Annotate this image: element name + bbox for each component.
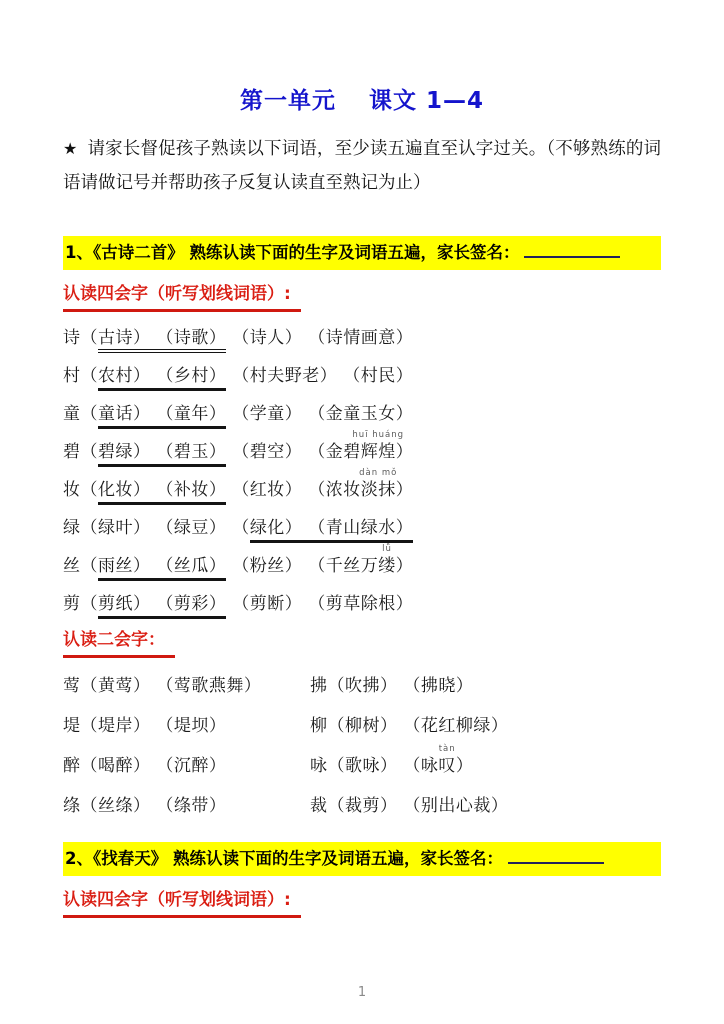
word-row: 村（农村） （乡村） （村夫野老） （村民）: [63, 364, 661, 388]
section-1-header-text: 1、《古诗二首》 熟练认读下面的生字及词语五遍，家长签名：: [65, 243, 520, 262]
word-row: [63, 744, 661, 778]
word-row: [63, 714, 661, 738]
pinyin-annotated-word: 叹 tàn: [438, 744, 456, 776]
word-row: [63, 674, 661, 698]
two-way-word-rows: [63, 674, 661, 818]
subheading-four-way-words-2: 认读四会字（听写划线词语）:: [63, 889, 661, 918]
word-row: 碧（碧绿） （碧玉） （碧空） （金碧辉煌 huī huáng ）: [63, 440, 661, 464]
word-row: 丝（雨丝） （丝瓜） （粉丝） （千丝万缕 lǚ ）: [63, 554, 661, 578]
word-row-left: 堤（堤岸） （堤坝）: [63, 716, 227, 736]
parent-notice: [63, 132, 661, 200]
signature-line: [508, 848, 604, 864]
word-row: 童（童话） （童年） （学童） （金童玉女）: [63, 402, 661, 426]
word-row-left: 醉（喝醉） （沉醉）: [63, 756, 227, 776]
pinyin-annotation: lǚ: [382, 544, 392, 554]
word-row-right: 拂（吹拂） （拂晓）: [310, 676, 474, 696]
signature-line: [524, 242, 620, 258]
pinyin-annotation: tàn: [438, 744, 456, 754]
word-row-right: 裁（裁剪） （别出心裁）: [310, 796, 509, 816]
page-title: 第一单元 课文 1—4: [239, 88, 485, 114]
pinyin-annotated-word: 淡抹 dàn mǒ: [359, 468, 398, 500]
section-2-header-text: 2、《找春天》 熟练认读下面的生字及词语五遍，家长签名：: [65, 849, 503, 868]
subheading-two-way-words: 认读二会字：: [63, 629, 661, 658]
pinyin-annotation: dàn mǒ: [359, 468, 398, 478]
star-icon: ★: [63, 139, 78, 158]
section-2-header: [63, 842, 661, 876]
word-row: [63, 794, 661, 818]
page-content: [0, 86, 724, 918]
word-row-right: 柳（柳树） （花红柳绿）: [310, 716, 509, 736]
page-number: 1: [357, 985, 367, 1000]
word-row-left: 莺（黄莺） （莺歌燕舞）: [63, 676, 262, 696]
word-row-right: 咏（歌咏） （咏叹 tàn ）: [310, 744, 474, 776]
pinyin-annotated-word: 缕 lǚ: [378, 544, 396, 576]
word-row: 绿（绿叶） （绿豆） （绿化） （青山绿水）: [63, 516, 661, 540]
word-row: 妆（化妆） （补妆） （红妆） （浓妆淡抹 dàn mǒ ）: [63, 478, 661, 502]
word-row-left: 绦（丝绦） （绦带）: [63, 796, 227, 816]
word-row: 剪（剪纸） （剪彩） （剪断） （剪草除根）: [63, 592, 661, 616]
pinyin-annotation: huī huáng: [352, 430, 405, 440]
pinyin-annotated-word: 辉煌 huī huáng: [352, 430, 405, 462]
four-way-word-rows: [63, 326, 661, 616]
word-row: 诗（古诗） （诗歌） （诗人） （诗情画意）: [63, 326, 661, 350]
parent-notice-text: 请家长督促孩子熟读以下词语，至少读五遍直至认字过关。（不够熟练的词语请做记号并帮助孩子反复认读直至熟记为止）: [63, 139, 662, 193]
section-1-header: [63, 236, 661, 270]
subheading-four-way-words-1: 认读四会字（听写划线词语）:: [63, 283, 661, 312]
